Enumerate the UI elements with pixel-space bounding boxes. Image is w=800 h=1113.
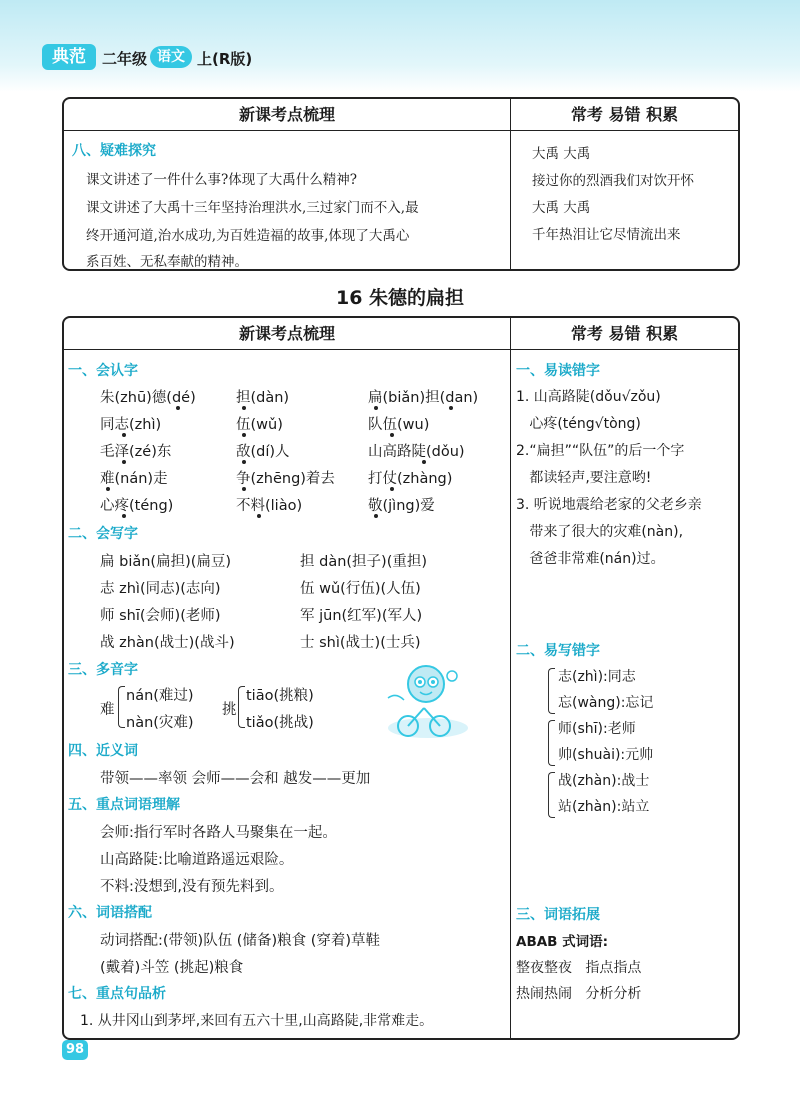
brace bbox=[118, 686, 125, 728]
lyric-line: 千年热泪让它尽情流出来 bbox=[532, 227, 681, 243]
write-char-item: 担 dàn(担子)(重担) bbox=[300, 554, 428, 570]
pinyin-item: 山高路陡(dǒu) bbox=[368, 444, 465, 460]
pattern-label: ABAB 式词语: bbox=[516, 934, 609, 950]
misread-line: 爸爸非常难(nán)过。 bbox=[516, 551, 665, 567]
polyphone-reading: tiǎo(挑战) bbox=[246, 715, 314, 731]
misread-line: 1. 山高路陡(dǒu√zǒu) bbox=[516, 389, 661, 405]
emphasis-dot bbox=[374, 406, 378, 410]
polyphone-char: 挑 bbox=[222, 702, 237, 718]
misread-line: 带来了很大的灾难(nàn), bbox=[516, 524, 684, 540]
pinyin-item: 敬(jìng)爱 bbox=[368, 498, 435, 514]
question-text: 课文讲述了一件什么事?体现了大禹什么精神? bbox=[86, 172, 357, 188]
emphasis-dot bbox=[422, 460, 426, 464]
header-band bbox=[0, 0, 800, 92]
main-right-title: 常考 易错 积累 bbox=[511, 318, 738, 350]
write-char-item: 士 shì(战士)(士兵) bbox=[300, 635, 421, 651]
pinyin-item: 扁(biǎn)担(dan) bbox=[368, 390, 479, 406]
emphasis-dot bbox=[122, 433, 126, 437]
section-title: 一、会认字 bbox=[68, 363, 138, 379]
pinyin-item: 敌(dí)人 bbox=[236, 444, 290, 460]
lyric-line: 大禹 大禹 bbox=[532, 146, 591, 162]
polyphone-char: 难 bbox=[100, 702, 115, 718]
definition-line: 不料:没想到,没有预先料到。 bbox=[100, 879, 284, 895]
write-char-item: 志 zhì(同志)(志向) bbox=[100, 581, 221, 597]
polyphone-reading: nán(难过) bbox=[126, 688, 194, 704]
pinyin-item: 毛泽(zé)东 bbox=[100, 444, 172, 460]
write-char-item: 扁 biǎn(扁担)(扁豆) bbox=[100, 554, 232, 570]
write-char-item: 战 zhàn(战士)(战斗) bbox=[100, 635, 235, 651]
write-char-item: 军 jūn(红军)(军人) bbox=[300, 608, 423, 624]
definition-line: 山高路陡:比喻道路遥远艰险。 bbox=[100, 852, 294, 868]
brace bbox=[238, 686, 245, 728]
mascot-illustration bbox=[380, 658, 476, 742]
section-title: 二、会写字 bbox=[68, 526, 138, 542]
brace bbox=[548, 668, 555, 714]
pinyin-item: 担(dàn) bbox=[236, 390, 290, 406]
emphasis-dot bbox=[176, 406, 180, 410]
collocation-line: (戴着)斗笠 (挑起)粮食 bbox=[100, 960, 244, 976]
pinyin-item: 打仗(zhàng) bbox=[368, 471, 453, 487]
pattern-line: 热闹热闹 分析分析 bbox=[516, 986, 642, 1002]
pinyin-item: 争(zhēng)着去 bbox=[236, 471, 335, 487]
polyphone-reading: nàn(灾难) bbox=[126, 715, 194, 731]
miswrite-line: 忘(wàng):忘记 bbox=[558, 695, 654, 711]
write-char-item: 伍 wǔ(行伍)(人伍) bbox=[300, 581, 421, 597]
main-box bbox=[62, 316, 740, 1040]
lesson-title: 16 朱德的扁担 bbox=[335, 287, 465, 309]
main-left-title: 新课考点梳理 bbox=[64, 318, 510, 350]
section-title: 四、近义词 bbox=[68, 743, 138, 759]
miswrite-line: 帅(shuài):元帅 bbox=[558, 747, 654, 763]
pattern-line: 整夜整夜 指点指点 bbox=[516, 960, 642, 976]
pinyin-item: 伍(wǔ) bbox=[236, 417, 283, 433]
answer-line: 课文讲述了大禹十三年坚持治理洪水,三过家门而不入,最 bbox=[86, 200, 419, 216]
misread-line: 心疼(téng√tòng) bbox=[516, 416, 641, 432]
brace bbox=[548, 720, 555, 766]
section-title: 八、疑难探究 bbox=[72, 143, 156, 159]
misread-line: 都读轻声,要注意哟! bbox=[516, 470, 652, 486]
misread-line: 3. 听说地震给老家的父老乡亲 bbox=[516, 497, 702, 513]
miswrite-line: 站(zhàn):站立 bbox=[558, 799, 650, 815]
sentence-line: 1. 从井冈山到茅坪,来回有五六十里,山高路陡,非常难走。 bbox=[80, 1013, 434, 1029]
grade-label: 二年级 bbox=[102, 50, 148, 68]
subject-badge: 语文 bbox=[150, 46, 192, 68]
definition-line: 会师:指行军时各路人马聚集在一起。 bbox=[100, 825, 337, 841]
collocation-line: 动词搭配:(带领)队伍 (储备)粮食 (穿着)草鞋 bbox=[100, 933, 381, 949]
section-title: 一、易读错字 bbox=[516, 363, 600, 379]
top-right-title: 常考 易错 积累 bbox=[511, 99, 738, 131]
emphasis-dot bbox=[242, 460, 246, 464]
emphasis-dot bbox=[242, 487, 246, 491]
top-box bbox=[62, 97, 740, 271]
brace bbox=[548, 772, 555, 818]
section-title: 五、重点词语理解 bbox=[68, 797, 180, 813]
misread-line: 2.“扁担”“队伍”的后一个字 bbox=[516, 443, 685, 459]
emphasis-dot bbox=[242, 406, 246, 410]
emphasis-dot bbox=[374, 514, 378, 518]
synonym-line: 带领——率领 会师——会和 越发——更加 bbox=[100, 771, 371, 787]
miswrite-line: 战(zhàn):战士 bbox=[558, 773, 650, 789]
emphasis-dot bbox=[242, 433, 246, 437]
write-char-item: 师 shī(会师)(老师) bbox=[100, 608, 221, 624]
section-title: 三、词语拓展 bbox=[516, 907, 600, 923]
top-left-title: 新课考点梳理 bbox=[64, 99, 510, 131]
pinyin-item: 朱(zhū)德(dé) bbox=[100, 390, 196, 406]
pinyin-item: 不料(liào) bbox=[236, 498, 303, 514]
polyphone-reading: tiāo(挑粮) bbox=[246, 688, 314, 704]
miswrite-line: 师(shī):老师 bbox=[558, 721, 636, 737]
emphasis-dot bbox=[257, 514, 261, 518]
answer-line: 终开通河道,治水成功,为百姓造福的故事,体现了大禹心 bbox=[86, 228, 410, 244]
pinyin-item: 队伍(wu) bbox=[368, 417, 430, 433]
pinyin-item: 心疼(téng) bbox=[100, 498, 174, 514]
pinyin-item: 同志(zhì) bbox=[100, 417, 162, 433]
logo: 典范 bbox=[42, 44, 96, 70]
lyric-line: 接过你的烈酒我们对饮开怀 bbox=[532, 173, 694, 189]
emphasis-dot bbox=[449, 406, 453, 410]
edition-label: 上(R版) bbox=[197, 50, 253, 68]
section-title: 二、易写错字 bbox=[516, 643, 600, 659]
section-title: 六、词语搭配 bbox=[68, 905, 152, 921]
page-number: 98 bbox=[62, 1040, 88, 1060]
emphasis-dot bbox=[122, 460, 126, 464]
lyric-line: 大禹 大禹 bbox=[532, 200, 591, 216]
emphasis-dot bbox=[390, 433, 394, 437]
emphasis-dot bbox=[106, 487, 110, 491]
miswrite-line: 志(zhì):同志 bbox=[558, 669, 636, 685]
answer-line: 系百姓、无私奉献的精神。 bbox=[86, 254, 248, 270]
section-title: 三、多音字 bbox=[68, 662, 138, 678]
pinyin-item: 难(nán)走 bbox=[100, 471, 168, 487]
section-title: 七、重点句品析 bbox=[68, 986, 166, 1002]
emphasis-dot bbox=[122, 514, 126, 518]
emphasis-dot bbox=[390, 487, 394, 491]
